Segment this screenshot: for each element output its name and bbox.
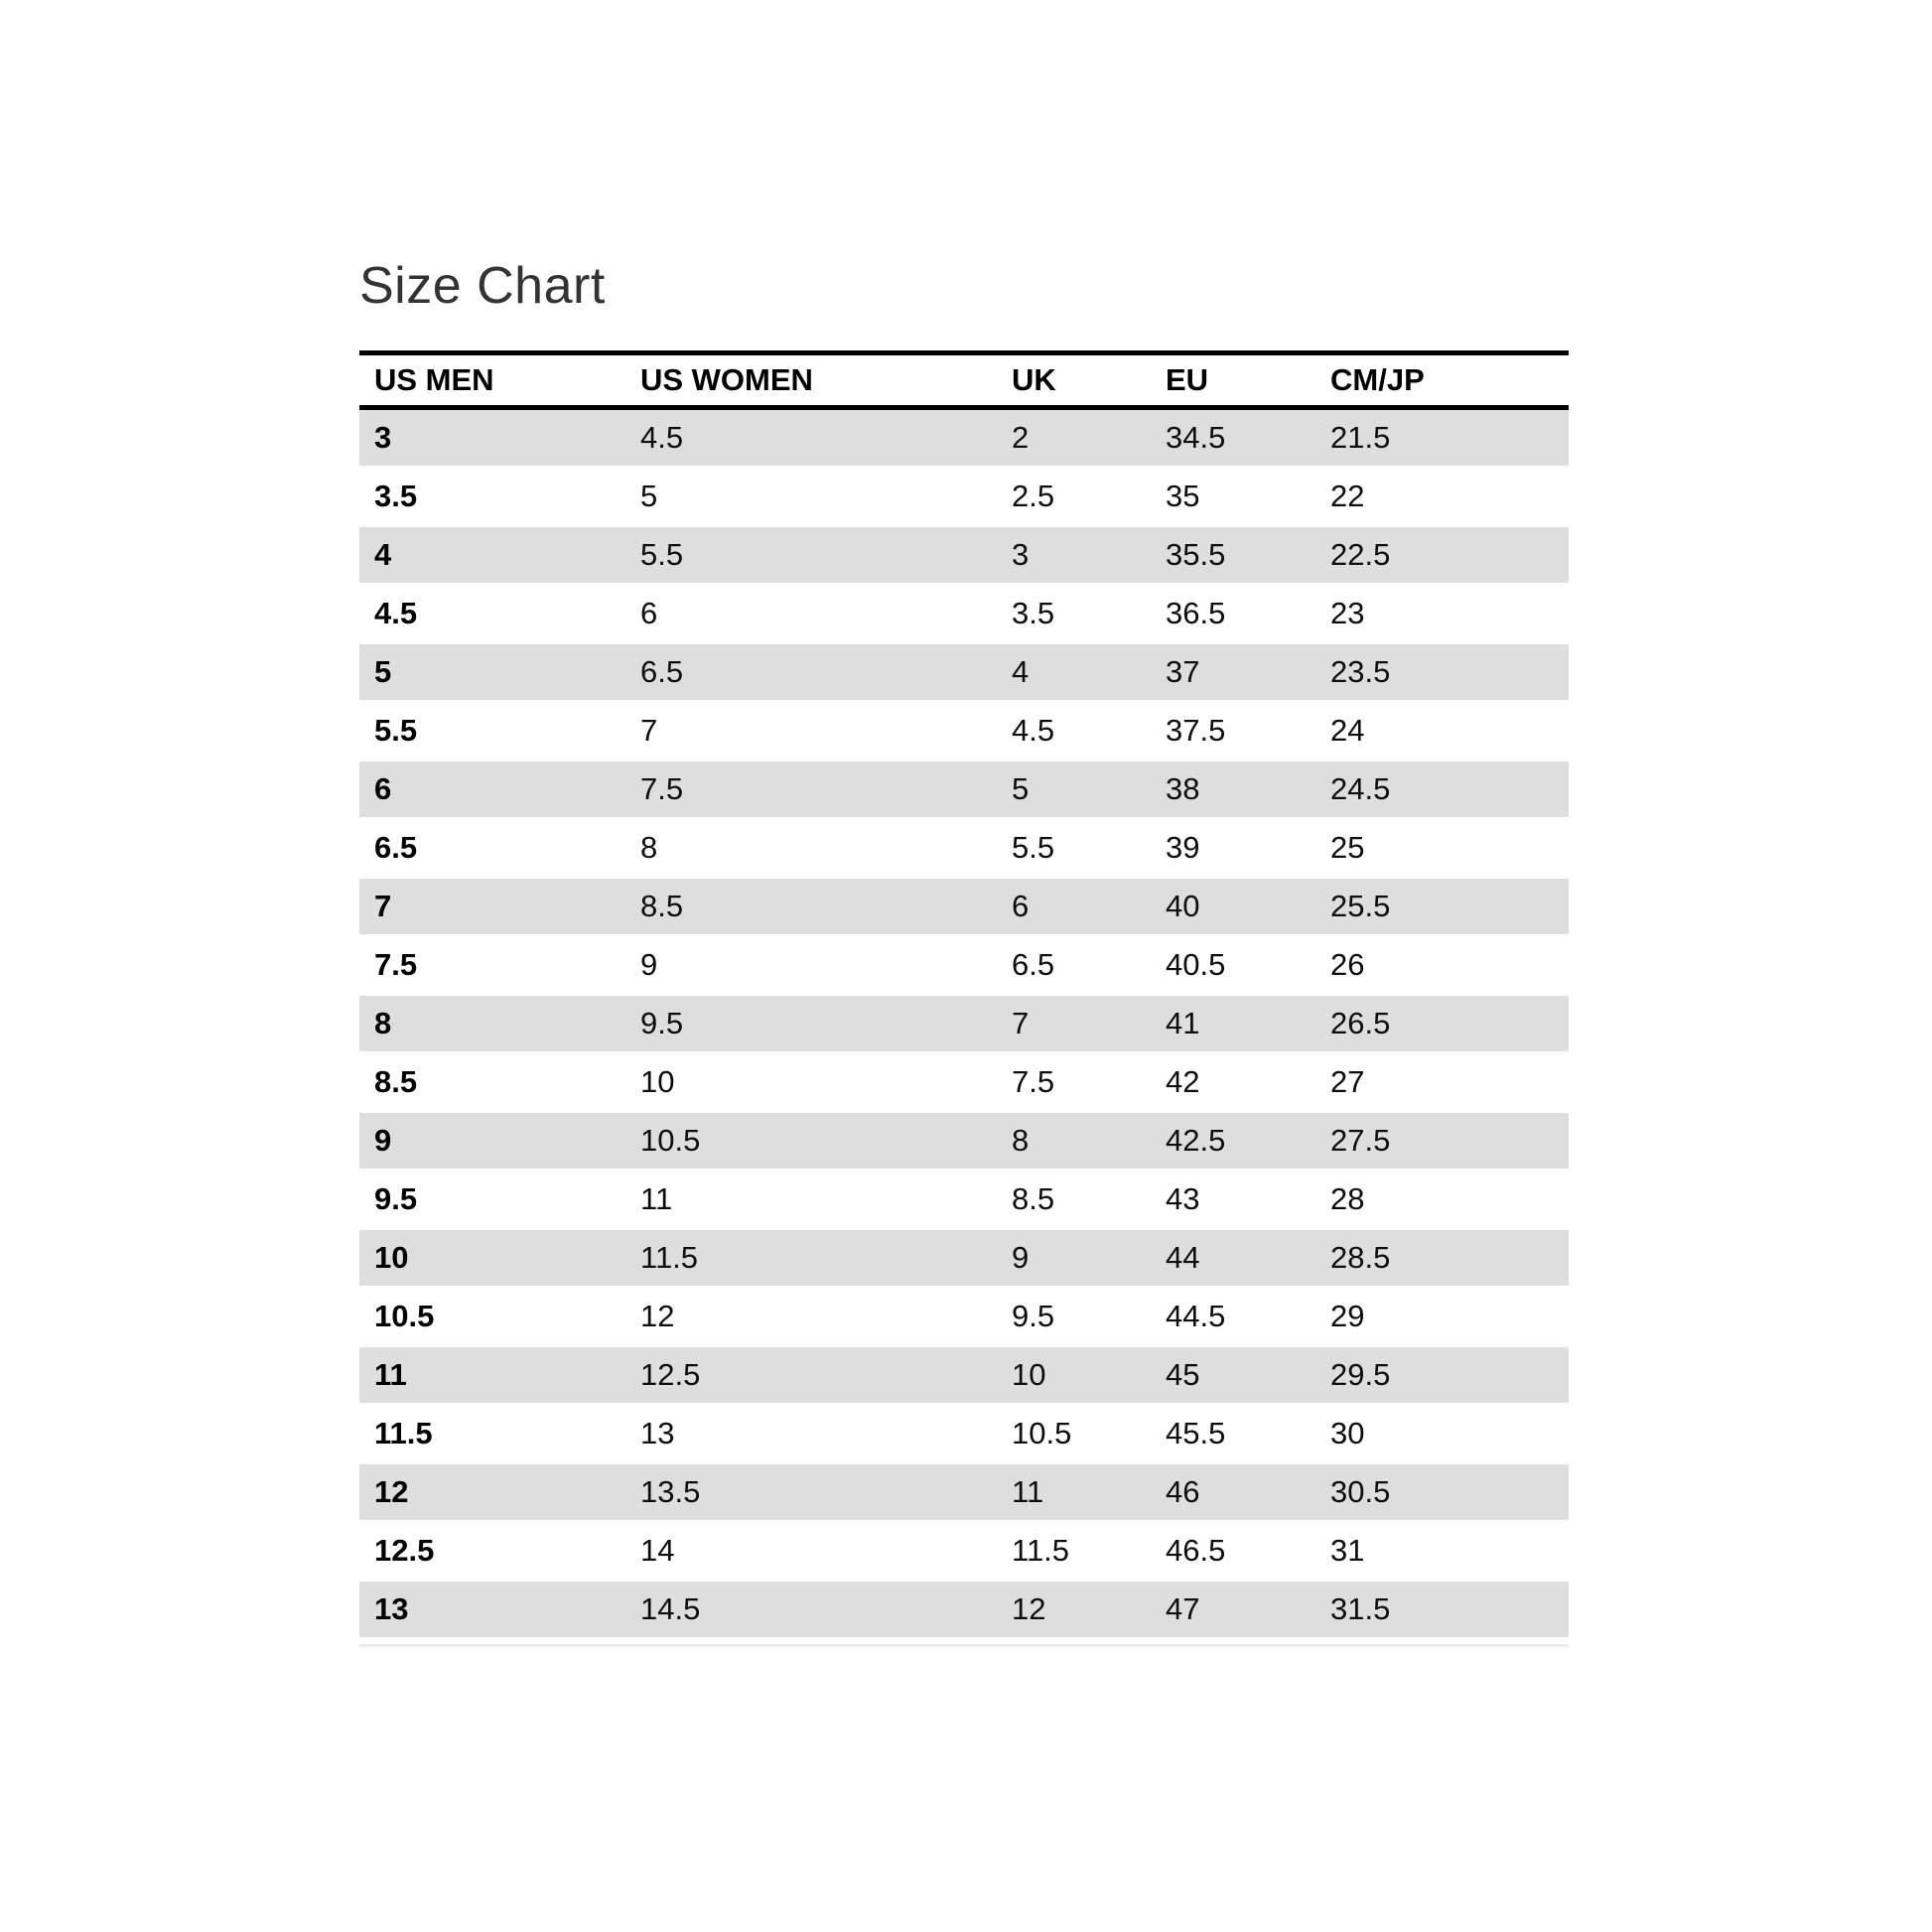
cell-uk: 2 xyxy=(1012,420,1030,455)
cell-us-men: 13 xyxy=(374,1591,409,1626)
cell-uk: 9 xyxy=(1012,1240,1030,1275)
table-row xyxy=(359,1463,1569,1522)
cell-us-women: 14 xyxy=(640,1533,675,1568)
cell-us-women: 10.5 xyxy=(640,1123,701,1158)
column-header-uk: UK xyxy=(997,353,1151,408)
table-row xyxy=(359,760,1569,819)
cell-cm-jp: 29.5 xyxy=(1330,1357,1391,1392)
cell-us-women: 13.5 xyxy=(640,1474,701,1509)
table-row xyxy=(359,702,1569,760)
cell-us-women: 6.5 xyxy=(640,654,684,689)
cell-us-men: 6 xyxy=(374,771,392,806)
table-row xyxy=(359,468,1569,526)
table-row xyxy=(359,995,1569,1053)
cell-uk: 7.5 xyxy=(1012,1064,1055,1099)
cell-eu: 36.5 xyxy=(1166,596,1226,630)
cell-us-women: 9 xyxy=(640,947,658,982)
cell-uk: 11 xyxy=(1012,1474,1044,1509)
cell-uk: 6.5 xyxy=(1012,947,1055,982)
cell-us-women: 10 xyxy=(640,1064,675,1099)
cell-eu: 37 xyxy=(1166,654,1200,689)
cell-us-men: 10 xyxy=(374,1240,409,1275)
cell-us-men: 12 xyxy=(374,1474,409,1509)
cell-us-men: 9 xyxy=(374,1123,392,1158)
cell-us-women: 6 xyxy=(640,596,658,630)
table-row xyxy=(359,936,1569,995)
cell-uk: 6 xyxy=(1012,889,1030,923)
cell-uk: 2.5 xyxy=(1012,479,1055,513)
cell-cm-jp: 25 xyxy=(1330,830,1365,865)
column-header-eu: EU xyxy=(1151,353,1315,408)
cell-cm-jp: 28 xyxy=(1330,1181,1365,1216)
cell-eu: 40.5 xyxy=(1166,947,1226,982)
cell-eu: 46.5 xyxy=(1166,1533,1226,1568)
table-row xyxy=(359,1112,1569,1171)
table-row xyxy=(359,408,1569,468)
cell-eu: 45.5 xyxy=(1166,1416,1226,1450)
cell-eu: 39 xyxy=(1166,830,1200,865)
cell-us-men: 4 xyxy=(374,537,392,572)
cell-eu: 40 xyxy=(1166,889,1200,923)
header-row xyxy=(359,353,1569,408)
cell-cm-jp: 23 xyxy=(1330,596,1365,630)
cell-cm-jp: 27.5 xyxy=(1330,1123,1391,1158)
cell-eu: 35 xyxy=(1166,479,1200,513)
cell-us-women: 12 xyxy=(640,1299,675,1333)
cell-us-women: 7 xyxy=(640,713,658,748)
table-row xyxy=(359,1346,1569,1405)
cell-uk: 4.5 xyxy=(1012,713,1055,748)
cell-cm-jp: 27 xyxy=(1330,1064,1365,1099)
cell-eu: 45 xyxy=(1166,1357,1200,1392)
cell-us-men: 4.5 xyxy=(374,596,418,630)
cell-us-women: 8 xyxy=(640,830,658,865)
cell-us-women: 9.5 xyxy=(640,1006,684,1040)
cell-cm-jp: 24 xyxy=(1330,713,1365,748)
cell-us-men: 11.5 xyxy=(374,1416,433,1450)
size-table-body xyxy=(359,408,1569,1639)
table-row xyxy=(359,643,1569,702)
cell-uk: 5.5 xyxy=(1012,830,1055,865)
cell-uk: 5 xyxy=(1012,771,1030,806)
cell-us-women: 12.5 xyxy=(640,1357,701,1392)
cell-us-women: 11.5 xyxy=(640,1240,699,1275)
size-chart-title: Size Chart xyxy=(359,257,606,315)
cell-cm-jp: 29 xyxy=(1330,1299,1365,1333)
size-table xyxy=(359,350,1569,1640)
cell-us-women: 8.5 xyxy=(640,889,684,923)
cell-uk: 9.5 xyxy=(1012,1299,1055,1333)
cell-eu: 35.5 xyxy=(1166,537,1226,572)
cell-us-men: 5 xyxy=(374,654,392,689)
cell-uk: 10.5 xyxy=(1012,1416,1072,1450)
column-header-us-women: US WOMEN xyxy=(625,353,997,408)
cell-eu: 42.5 xyxy=(1166,1123,1226,1158)
cell-eu: 46 xyxy=(1166,1474,1200,1509)
cell-us-women: 5.5 xyxy=(640,537,684,572)
cell-us-men: 8 xyxy=(374,1006,392,1040)
table-row xyxy=(359,526,1569,585)
cell-uk: 4 xyxy=(1012,654,1030,689)
cell-eu: 43 xyxy=(1166,1181,1200,1216)
cell-us-men: 3 xyxy=(374,420,392,455)
cell-cm-jp: 22 xyxy=(1330,479,1365,513)
size-chart-section xyxy=(359,257,1569,1647)
cell-cm-jp: 26.5 xyxy=(1330,1006,1391,1040)
table-row xyxy=(359,1171,1569,1229)
cell-us-men: 3.5 xyxy=(374,479,418,513)
cell-eu: 42 xyxy=(1166,1064,1200,1099)
cell-uk: 7 xyxy=(1012,1006,1030,1040)
cell-cm-jp: 30 xyxy=(1330,1416,1365,1450)
table-row xyxy=(359,1288,1569,1346)
cell-us-men: 11 xyxy=(374,1357,407,1392)
cell-eu: 47 xyxy=(1166,1591,1200,1626)
cell-cm-jp: 23.5 xyxy=(1330,654,1391,689)
cell-eu: 44.5 xyxy=(1166,1299,1226,1333)
cell-eu: 44 xyxy=(1166,1240,1200,1275)
cell-us-women: 11 xyxy=(640,1181,673,1216)
cell-us-women: 5 xyxy=(640,479,658,513)
table-bottom-divider xyxy=(359,1644,1569,1647)
cell-us-men: 8.5 xyxy=(374,1064,418,1099)
cell-cm-jp: 25.5 xyxy=(1330,889,1391,923)
cell-uk: 12 xyxy=(1012,1591,1046,1626)
table-row xyxy=(359,819,1569,878)
cell-us-men: 7 xyxy=(374,889,392,923)
cell-us-men: 9.5 xyxy=(374,1181,418,1216)
cell-us-men: 5.5 xyxy=(374,713,418,748)
cell-eu: 41 xyxy=(1166,1006,1200,1040)
cell-uk: 8.5 xyxy=(1012,1181,1055,1216)
table-row xyxy=(359,1522,1569,1581)
size-table-header xyxy=(359,353,1569,408)
cell-uk: 3 xyxy=(1012,537,1030,572)
table-row xyxy=(359,878,1569,936)
cell-us-men: 12.5 xyxy=(374,1533,435,1568)
column-header-us-men: US MEN xyxy=(359,353,625,408)
column-header-cm-jp: CM/JP xyxy=(1315,353,1569,408)
cell-uk: 11.5 xyxy=(1012,1533,1070,1568)
table-row xyxy=(359,1229,1569,1288)
cell-eu: 38 xyxy=(1166,771,1200,806)
cell-us-men: 6.5 xyxy=(374,830,418,865)
cell-us-men: 7.5 xyxy=(374,947,418,982)
cell-cm-jp: 26 xyxy=(1330,947,1365,982)
cell-us-women: 7.5 xyxy=(640,771,684,806)
cell-us-men: 10.5 xyxy=(374,1299,435,1333)
cell-uk: 3.5 xyxy=(1012,596,1055,630)
cell-cm-jp: 31 xyxy=(1330,1533,1365,1568)
table-row xyxy=(359,585,1569,643)
cell-eu: 37.5 xyxy=(1166,713,1226,748)
cell-cm-jp: 22.5 xyxy=(1330,537,1391,572)
table-row xyxy=(359,1053,1569,1112)
cell-eu: 34.5 xyxy=(1166,420,1226,455)
table-row xyxy=(359,1405,1569,1463)
cell-us-women: 4.5 xyxy=(640,420,684,455)
cell-uk: 8 xyxy=(1012,1123,1030,1158)
cell-cm-jp: 31.5 xyxy=(1330,1591,1391,1626)
cell-cm-jp: 30.5 xyxy=(1330,1474,1391,1509)
cell-cm-jp: 28.5 xyxy=(1330,1240,1391,1275)
cell-cm-jp: 21.5 xyxy=(1330,420,1391,455)
table-row xyxy=(359,1581,1569,1639)
cell-cm-jp: 24.5 xyxy=(1330,771,1391,806)
cell-uk: 10 xyxy=(1012,1357,1046,1392)
cell-us-women: 13 xyxy=(640,1416,675,1450)
cell-us-women: 14.5 xyxy=(640,1591,701,1626)
